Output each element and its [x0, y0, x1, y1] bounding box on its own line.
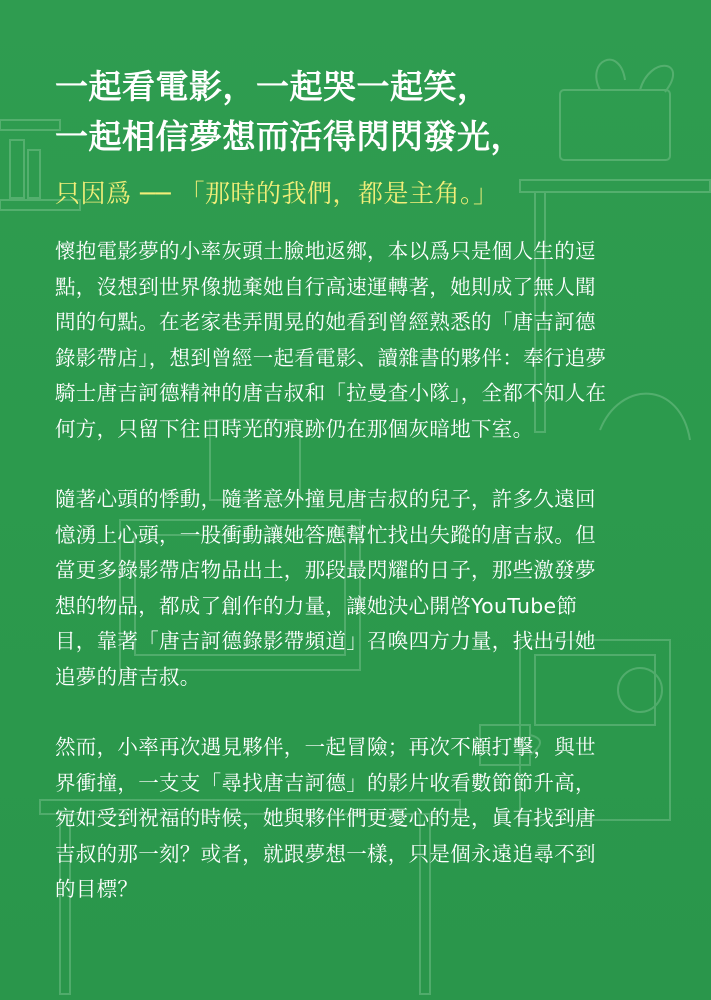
paragraph-line: 隨著心頭的悸動，隨著意外撞見唐吉叔的兒子，許多久遠回 [55, 487, 596, 511]
subhead-tagline: 只因爲 ── 「那時的我們，都是主角。」 [55, 179, 499, 208]
paragraph-line: 當更多錄影帶店物品出土，那段最閃耀的日子，那些激發夢 [55, 558, 596, 582]
paragraph-line: 吉叔的那一刻？或者，就跟夢想一樣，只是個永遠追尋不到 [55, 841, 596, 866]
paragraph-line: 何方，只留下往日時光的痕跡仍在那個灰暗地下室。 [55, 416, 534, 441]
headline-line-1: 一起看電影，一起哭一起笑， [55, 67, 491, 106]
paragraph-line: 界衝撞，一支支「尋找唐吉訶德」的影片收看數節節升高， [55, 770, 596, 795]
paragraph-line: 點，沒想到世界像拋棄她自行高速運轉著，她則成了無人聞 [55, 274, 596, 299]
paragraph-line: 追夢的唐吉叔。 [55, 664, 201, 689]
back-cover-text [55, 62, 665, 908]
paragraph-line: 問的句點。在老家巷弄閒晃的她看到曾經熟悉的「唐吉訶德 [55, 310, 596, 334]
paragraph-line: 錄影帶店」，想到曾經一起看電影、讀雜書的夥伴：奉行追夢 [55, 345, 607, 370]
synopsis-paragraph-1 [55, 234, 665, 447]
headline-line-2: 一起相信夢想而活得閃閃發光， [55, 117, 524, 156]
synopsis-paragraph-3 [55, 730, 665, 908]
headline [55, 62, 665, 162]
synopsis-paragraph-2 [55, 482, 665, 695]
paragraph-line: 然而，小率再次遇見夥伴，一起冒險；再次不顧打擊，與世 [55, 735, 596, 759]
paragraph-line: 的目標？ [55, 877, 139, 901]
paragraph-line: 想的物品，都成了創作的力量，讓她決心開啓YouTube節 [55, 593, 578, 618]
paragraph-line: 宛如受到祝福的時候，她與夥伴們更憂心的是，眞有找到唐 [55, 806, 596, 830]
paragraph-line: 目，靠著「唐吉訶德錄影帶頻道」召喚四方力量，找出引她 [55, 629, 596, 653]
paragraph-line: 懷抱電影夢的小率灰頭土臉地返鄉，本以爲只是個人生的逗 [55, 239, 596, 263]
paragraph-line: 騎士唐吉訶德精神的唐吉叔和「拉曼查小隊」，全都不知人在 [55, 381, 607, 405]
paragraph-line: 憶湧上心頭，一股衝動讓她答應幫忙找出失蹤的唐吉叔。但 [55, 522, 596, 547]
